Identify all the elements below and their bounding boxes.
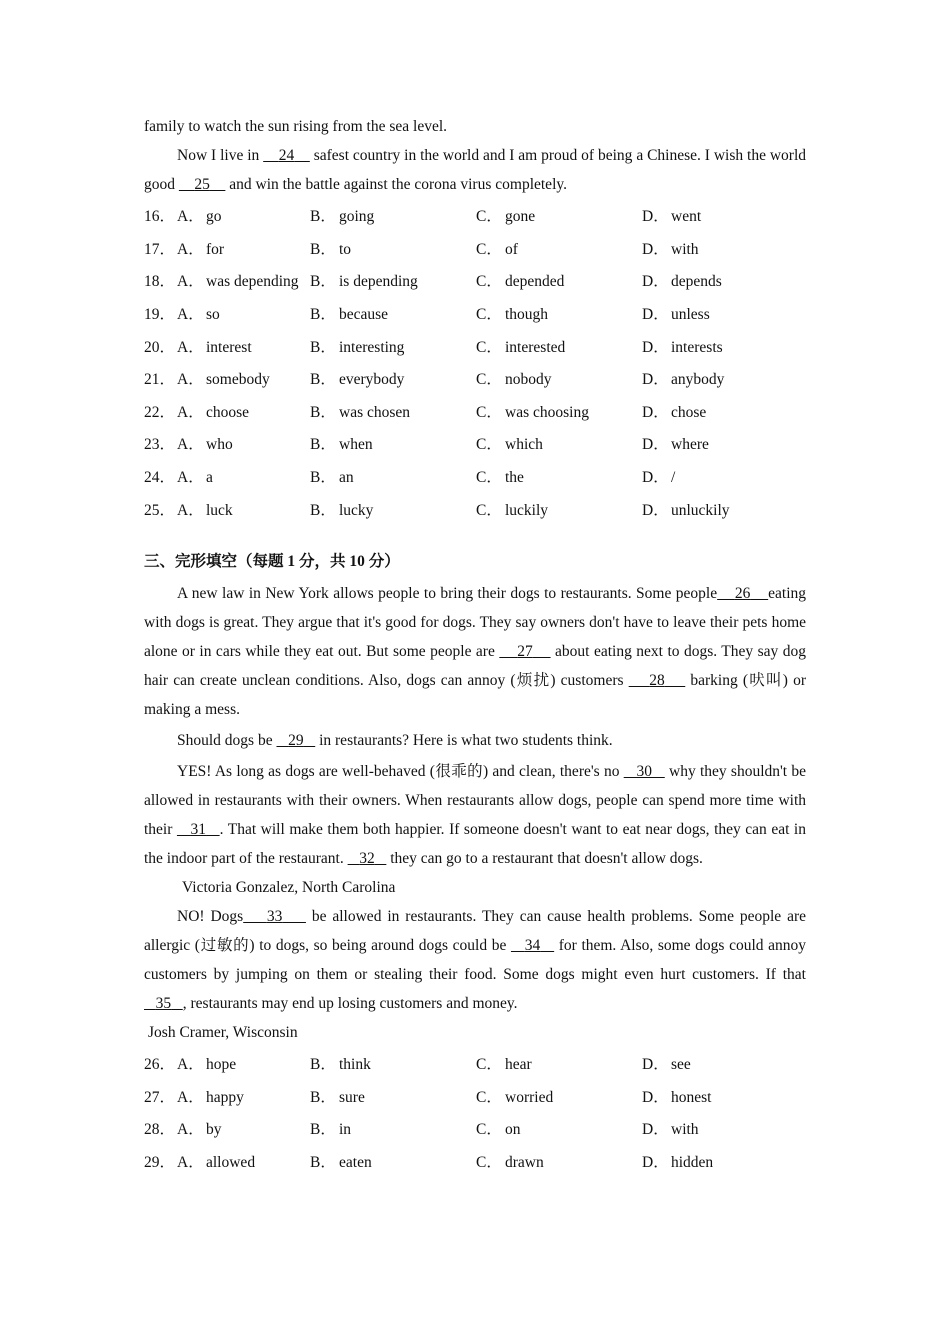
option-b[interactable] [310,302,476,324]
option-c[interactable] [476,335,642,357]
blank-27 [499,643,550,660]
option-label: A． [177,1121,204,1139]
option-c[interactable] [476,204,642,226]
text: NO! Dogs [177,907,244,925]
option-text: lucky [339,501,374,519]
option-text: though [505,306,549,324]
option-d[interactable] [642,367,806,389]
option-text: was chosen [339,403,411,421]
option-a[interactable] [177,302,310,324]
option-text: nobody [505,371,552,389]
option-label: D． [642,338,669,356]
question-list-26-29 [144,1047,806,1177]
option-a[interactable] [177,367,310,389]
option-text: was depending [206,273,299,291]
option-label: C． [476,273,502,291]
option-d[interactable] [642,335,806,357]
option-label: D． [642,306,669,324]
option-d[interactable] [642,1117,806,1139]
question-row [144,460,806,493]
option-d[interactable] [642,302,806,324]
option-c[interactable] [476,432,642,454]
blank-number: 25 [194,176,210,193]
question-row [144,329,806,362]
option-c[interactable] [476,1052,642,1074]
option-c[interactable] [476,400,642,422]
blank-number: 27 [517,642,533,660]
blank-29 [276,732,315,749]
blank-number: 24 [278,147,295,164]
option-label: A． [177,208,204,226]
question-row [144,1145,806,1178]
option-text: chose [671,403,707,421]
option-text: is depending [339,273,418,291]
option-label: C． [476,240,502,258]
cloze-paragraph-4 [144,902,806,1018]
blank-32 [348,850,387,867]
option-label: C． [476,1088,502,1106]
option-text: eaten [339,1154,372,1172]
option-text: hope [206,1056,237,1074]
passage-paragraph [144,141,806,199]
option-text: which [505,436,543,454]
question-list-16-25 [144,199,806,525]
option-label: A． [177,436,204,454]
option-label: D． [642,1056,669,1074]
option-label: D． [642,403,669,421]
blank-number: 34 [524,936,541,954]
option-text: / [671,469,676,487]
text: be allowed in restaurants. They can cause health problems. Some people are allergic (过敏的) to dogs, so being around dogs could be [144,907,807,954]
option-a[interactable] [177,204,310,226]
question-number: 27． [144,1088,176,1106]
option-text: when [339,436,373,454]
text: eating with dogs is great. They argue that it's good for dogs. They say owners don't have to leave their pets home alone or in cars while they eat out. But some people are [144,584,807,660]
option-text: who [206,436,233,454]
option-text: everybody [339,371,405,389]
option-d[interactable] [642,465,806,487]
option-text: so [206,306,220,324]
option-text: with [671,240,699,258]
option-text: gone [505,208,536,226]
option-d[interactable] [642,269,806,291]
option-text: with [671,1121,699,1139]
option-d[interactable] [642,237,806,259]
option-b[interactable] [310,400,476,422]
option-b[interactable] [310,237,476,259]
option-label: C． [476,501,502,519]
cloze-paragraph-3 [144,757,806,873]
option-text: where [671,436,709,454]
question-row [144,362,806,395]
option-text: drawn [505,1154,544,1172]
text: they can go to a restaurant that doesn't allow dogs. [386,849,703,867]
option-label: B． [310,240,336,258]
option-label: A． [177,501,204,519]
option-b[interactable] [310,1117,476,1139]
option-c[interactable] [476,367,642,389]
question-number: 19． [144,306,176,324]
option-a[interactable] [177,1117,310,1139]
text: . That will make them both happier. If someone doesn't want to eat near dogs, they can eat in the indoor part of the restaurant. [144,820,806,867]
section-title: 三、完形填空（每题 1 分，共 10 分） [144,552,400,570]
option-label: B． [310,1088,336,1106]
option-label: A． [177,1088,204,1106]
cloze-paragraph-2 [144,726,806,755]
option-label: A． [177,338,204,356]
option-label: C． [476,371,502,389]
option-label: C． [476,208,502,226]
blank-number: 26 [734,584,751,602]
option-text: in [339,1121,352,1139]
option-b[interactable] [310,432,476,454]
text: A new law in New York allows people to bring their dogs to restaurants. Some people [177,584,718,602]
option-text: luck [206,501,233,519]
option-b[interactable] [310,269,476,291]
blank-31 [177,821,220,838]
option-text: go [206,208,222,226]
option-label: B． [310,1121,336,1139]
question-number: 29． [144,1154,176,1172]
option-text: unless [671,306,710,324]
option-label: D． [642,501,669,519]
option-text: going [339,208,375,226]
option-b[interactable] [310,367,476,389]
option-a[interactable] [177,498,310,520]
option-label: D． [642,1154,669,1172]
option-label: C． [476,436,502,454]
question-row [144,1112,806,1145]
exam-page [144,112,806,1177]
question-number: 17． [144,240,176,258]
option-label: D． [642,240,669,258]
question-number: 20． [144,338,176,356]
passage-line: family to watch the sun rising from the sea level. [144,118,448,135]
option-label: B． [310,469,336,487]
option-c[interactable] [476,1150,642,1172]
option-text: see [671,1056,691,1074]
option-label: A． [177,273,204,291]
option-label: B． [310,1056,336,1074]
option-label: A． [177,240,204,258]
option-text: luckily [505,501,549,519]
text: , restaurants may end up losing customers and money. [182,994,518,1012]
option-a[interactable] [177,1052,310,1074]
signature-victoria: Victoria Gonzalez, North Carolina [182,878,396,896]
option-d[interactable] [642,400,806,422]
option-label: B． [310,306,336,324]
option-text: a [206,469,213,487]
option-c[interactable] [476,498,642,520]
text: Should dogs be [177,731,277,749]
blank-number: 33 [266,907,283,925]
blank-28 [629,672,686,689]
option-text: sure [339,1088,365,1106]
option-text: depended [505,273,565,291]
option-label: D． [642,436,669,454]
option-label: C． [476,338,502,356]
option-text: an [339,469,354,487]
option-text: was choosing [505,403,589,421]
option-text: somebody [206,371,270,389]
signature-josh: Josh Cramer, Wisconsin [148,1023,298,1041]
option-text: anybody [671,371,725,389]
option-label: C． [476,1056,502,1074]
option-label: A． [177,371,204,389]
question-row [144,492,806,525]
cloze-paragraph-1 [144,579,806,724]
option-label: B． [310,371,336,389]
option-label: D． [642,273,669,291]
option-label: B． [310,436,336,454]
blank-number: 35 [155,994,172,1012]
option-label: D． [642,208,669,226]
option-text: think [339,1056,371,1074]
question-row [144,1047,806,1080]
text: in restaurants? Here is what two students think. [315,731,613,749]
option-label: B． [310,403,336,421]
question-number: 24． [144,469,176,487]
option-text: by [206,1121,222,1139]
question-number: 28． [144,1121,176,1139]
option-c[interactable] [476,237,642,259]
option-text: the [505,469,524,487]
option-text: because [339,306,389,324]
option-text: interesting [339,338,405,356]
text: barking (吠叫) or making a mess. [144,671,807,718]
option-text: hear [505,1056,532,1074]
option-c[interactable] [476,302,642,324]
option-text: on [505,1121,521,1139]
option-text: depends [671,273,722,291]
option-label: A． [177,469,204,487]
blank-33 [243,908,306,925]
option-d[interactable] [642,1052,806,1074]
option-b[interactable] [310,498,476,520]
option-label: A． [177,1056,204,1074]
option-label: C． [476,403,502,421]
text: safest country in the world and I am proud of being a Chinese. I wish the world good [144,147,807,193]
option-label: B． [310,501,336,519]
option-d[interactable] [642,1085,806,1107]
blank-24 [263,147,310,164]
option-label: B． [310,273,336,291]
question-row [144,427,806,460]
blank-number: 30 [636,762,652,780]
option-c[interactable] [476,269,642,291]
text: YES! As long as dogs are well-behaved (很乖的) and clean, there's no [177,762,624,780]
option-a[interactable] [177,269,310,291]
blank-number: 28 [649,671,665,689]
blank-35 [144,995,183,1012]
text: about eating next to dogs. They say dog hair can create unclean conditions. Also, dogs can annoy (烦扰) customers [144,642,807,689]
option-a[interactable] [177,1150,310,1172]
question-number: 25． [144,501,176,519]
option-text: of [505,240,518,258]
text: for them. Also, some dogs could annoy customers by jumping on them or stealing their food. Some dogs might even hurt customers. If that [144,936,807,983]
option-b[interactable] [310,204,476,226]
option-label: B． [310,1154,336,1172]
blank-26 [717,585,768,602]
option-label: C． [476,469,502,487]
option-label: A． [177,1154,204,1172]
option-b[interactable] [310,465,476,487]
text: and win the battle against the corona virus completely. [225,176,567,193]
text: why they shouldn't be allowed in restaurants with their owners. When restaurants allow dogs, people can spend more time with their [144,762,807,838]
option-label: D． [642,469,669,487]
option-a[interactable] [177,465,310,487]
option-text: happy [206,1088,244,1106]
blank-number: 31 [190,820,207,838]
question-row [144,1080,806,1113]
option-a[interactable] [177,400,310,422]
option-text: hidden [671,1154,714,1172]
option-c[interactable] [476,1117,642,1139]
question-number: 22． [144,403,176,421]
blank-30 [624,763,665,780]
option-c[interactable] [476,1085,642,1107]
option-text: honest [671,1088,712,1106]
question-number: 21． [144,371,176,389]
option-a[interactable] [177,432,310,454]
option-text: interests [671,338,723,356]
option-label: D． [642,371,669,389]
option-label: B． [310,208,336,226]
option-d[interactable] [642,498,806,520]
option-b[interactable] [310,335,476,357]
option-d[interactable] [642,432,806,454]
option-text: went [671,208,702,226]
option-c[interactable] [476,465,642,487]
option-label: A． [177,403,204,421]
question-row [144,232,806,265]
blank-25 [179,176,226,193]
option-a[interactable] [177,237,310,259]
question-number: 18． [144,273,176,291]
question-number: 16． [144,208,176,226]
option-d[interactable] [642,1150,806,1172]
question-number: 26． [144,1056,176,1074]
question-number: 23． [144,436,176,454]
option-b[interactable] [310,1052,476,1074]
question-row [144,297,806,330]
option-a[interactable] [177,335,310,357]
text: Now I live in [177,147,264,164]
option-a[interactable] [177,1085,310,1107]
option-text: interest [206,338,252,356]
option-text: choose [206,403,250,421]
option-label: D． [642,1121,669,1139]
blank-number: 32 [359,849,375,867]
blank-34 [511,937,554,954]
blank-number: 29 [288,731,304,749]
option-label: C． [476,1154,502,1172]
option-label: C． [476,1121,502,1139]
option-text: allowed [206,1154,256,1172]
question-row [144,264,806,297]
option-label: C． [476,306,502,324]
option-label: D． [642,1088,669,1106]
option-text: to [339,240,352,258]
question-row [144,395,806,428]
option-d[interactable] [642,204,806,226]
option-b[interactable] [310,1150,476,1172]
option-label: A． [177,306,204,324]
option-text: unluckily [671,501,730,519]
option-b[interactable] [310,1085,476,1107]
option-label: B． [310,338,336,356]
question-row [144,199,806,232]
option-text: worried [505,1088,554,1106]
option-text: interested [505,338,566,356]
option-text: for [206,240,225,258]
